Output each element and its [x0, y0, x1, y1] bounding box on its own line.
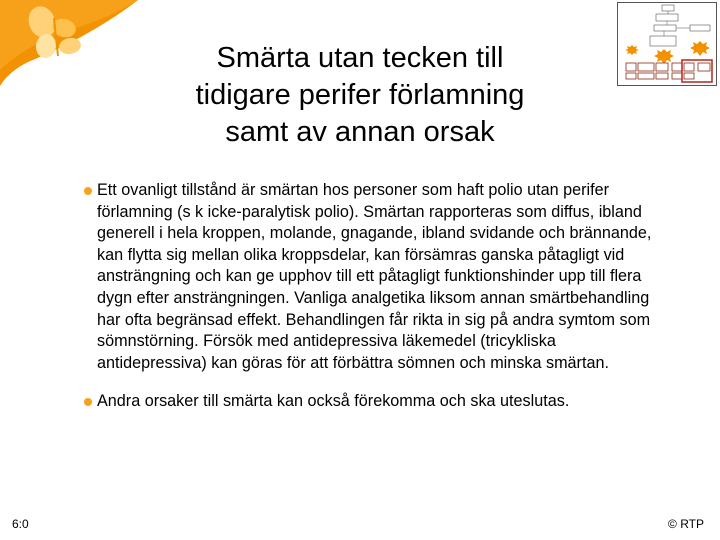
bullet-text-2: Andra orsaker till smärta kan också förekomma och ska uteslutas. — [97, 392, 570, 411]
corner-butterfly-logo — [0, 0, 150, 95]
bullet-dot-icon — [84, 187, 92, 195]
copyright-notice: © RTP — [668, 517, 704, 531]
bullet-list — [82, 180, 657, 430]
title-line-3: samt av annan orsak — [225, 116, 495, 148]
slide-title — [150, 40, 570, 151]
bullet-item-1 — [82, 180, 657, 374]
bullet-text-1: Ett ovanligt tillstånd är smärtan hos personer som haft polio utan perifer förlamning (s k icke-paralytisk polio). Smärtan rapporteras som diffus, ibland generell i hela kroppen, molande, gnagande, ibland svidande och brännande, kan flytta sig mellan olika kroppsdelar, kan försämras ganska påtagligt vid ansträngning och kan ge upphov till ett påtagligt funktionshinder upp till flera dygn efter ansträngningen. Vanliga analgetika liksom annan smärtbehandling har ofta begränsad effekt. Behandlingen får rikta in sig på andra symtom som sömnstörning. Försök med antidepressiva läkemedel (tricykliska antidepressiva) kan göras för att förbättra sömnen och minska smärtan. — [97, 181, 652, 372]
bullet-dot-icon — [84, 398, 92, 406]
bullet-item-2 — [82, 391, 657, 413]
title-line-1: Smärta utan tecken till — [216, 42, 504, 74]
title-line-2: tidigare perifer förlamning — [195, 79, 525, 111]
flowchart-thumbnail — [617, 2, 717, 86]
slide-number: 6:0 — [12, 517, 29, 531]
